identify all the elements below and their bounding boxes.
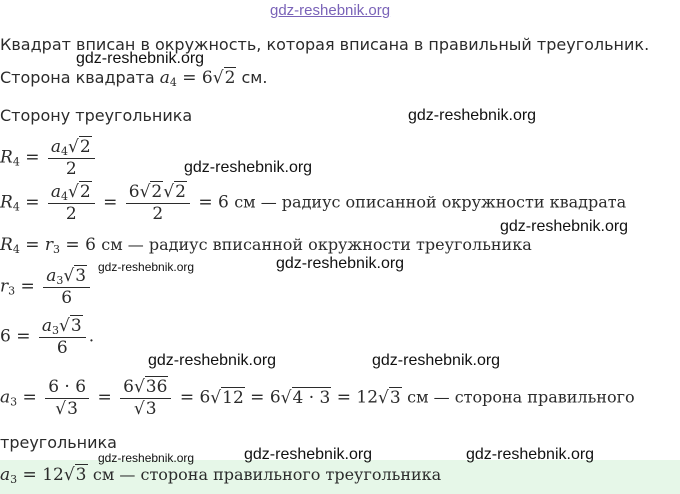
- watermark: gdz-reshebnik.org: [98, 451, 195, 465]
- given-line: [0, 68, 267, 88]
- section-heading: Сторону треугольника: [0, 106, 193, 125]
- watermark: gdz-reshebnik.org: [372, 352, 501, 369]
- formula-six: 6 = $\frac{a_3√3}{6}$ .: [0, 316, 95, 358]
- given-unit: см.: [241, 68, 268, 87]
- watermark: gdz-reshebnik.org: [408, 107, 537, 124]
- formula-r3: $r_3$ = $\frac{a_3√3}{6}$: [0, 266, 93, 308]
- given-prefix: Сторона квадрата: [0, 68, 155, 87]
- formula-r4-value: $R_4$ = $\frac{a_4√2}{2}$ = $\frac{6√2√2}{2}$ = 6 см — радиус описанной окружности квадрата: [0, 182, 627, 224]
- formula-a3: $a_3$ = $\frac{6 \cdot 6}{√3}$ = $\frac{6√36}{√3}$ = 6√12 = 6√4 · 3 = 12√3 см — сторона правильного: [0, 377, 635, 419]
- problem-statement: Квадрат вписан в окружность, которая вписана в правильный треугольник.: [0, 35, 650, 54]
- a3-caption-cont: треугольника: [0, 433, 117, 452]
- r3-caption: см — радиус вписанной окружности треугольника: [101, 235, 532, 254]
- watermark: gdz-reshebnik.org: [76, 50, 205, 67]
- a3-caption: см — сторона правильного: [407, 387, 635, 407]
- watermark: gdz-reshebnik.org: [466, 446, 595, 463]
- header-watermark[interactable]: gdz-reshebnik.org: [270, 2, 391, 19]
- formula-r4-r3: $R_4 = r_3 = 6$ см — радиус вписанной окружности треугольника: [0, 235, 532, 256]
- watermark: gdz-reshebnik.org: [244, 446, 373, 463]
- formula-r4: $R_4$ = $\frac{a_4√2}{2}$: [0, 137, 98, 179]
- watermark: gdz-reshebnik.org: [148, 352, 277, 369]
- answer-line: $a_3 = 12√3$ см — сторона правильного треугольника: [0, 465, 442, 486]
- r4-caption: см — радиус описанной окружности квадрата: [234, 192, 627, 212]
- given-formula: $a_4 = 6√2$: [159, 68, 236, 89]
- watermark: gdz-reshebnik.org: [500, 218, 629, 235]
- answer-text: см — сторона правильного треугольника: [92, 465, 442, 484]
- watermark: gdz-reshebnik.org: [98, 260, 195, 274]
- watermark: gdz-reshebnik.org: [276, 255, 405, 272]
- watermark: gdz-reshebnik.org: [184, 159, 313, 176]
